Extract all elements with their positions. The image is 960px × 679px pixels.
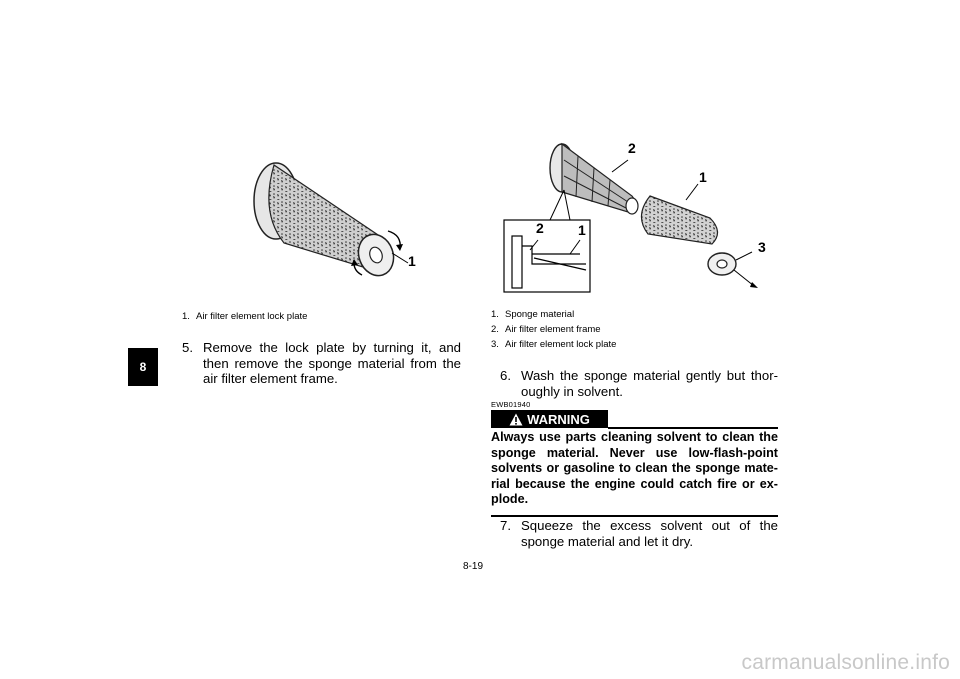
- air-filter-illustration: [236, 153, 436, 288]
- warning-badge: [491, 410, 608, 428]
- step-number: 5.: [182, 340, 193, 355]
- step-number: 6.: [500, 368, 511, 383]
- callout-3: 3: [758, 239, 766, 255]
- warning-triangle-icon: [509, 413, 523, 426]
- step-text: Squeeze the excess solvent out of the sponge material and let it dry.: [521, 518, 778, 549]
- callout-1: 1: [699, 169, 707, 185]
- warning-rule-bottom: [491, 515, 778, 517]
- callout-2: 2: [628, 140, 636, 156]
- figure-sponge-frame: [500, 136, 780, 296]
- inset-callout-2: 2: [536, 220, 544, 236]
- figure-left-caption: [182, 309, 307, 324]
- warning-text: Always use parts cleaning solvent to clean the sponge material. Never use low-flash-point solvents or gasoline to clean the sponge mate-rial because the engine could catch fire or ex-plode.: [491, 430, 778, 507]
- step-6: [500, 368, 778, 399]
- watermark: carmanualsonline.info: [741, 651, 950, 674]
- figure-right-caption: [491, 307, 616, 352]
- step-5: [182, 340, 461, 387]
- inset-callout-1: 1: [578, 222, 586, 238]
- page-number: 8-19: [463, 561, 484, 572]
- caption-item: 2. Air filter element frame: [491, 324, 601, 335]
- step-number: 7.: [500, 518, 511, 533]
- callout-1: 1: [408, 253, 416, 269]
- warning-label: WARNING: [527, 411, 590, 427]
- caption-item: 1. Sponge material: [491, 309, 575, 320]
- step-text: Wash the sponge material gently but thor-oughly in solvent.: [521, 368, 778, 399]
- caption-item: 1. Air filter element lock plate: [182, 311, 308, 322]
- step-text: Remove the lock plate by turning it, and then remove the sponge material from the air filter element frame.: [203, 340, 461, 387]
- sponge-frame-illustration: [500, 136, 780, 296]
- step-7: [500, 518, 778, 549]
- warning-rule-top: [608, 427, 778, 429]
- figure-lock-plate: [236, 153, 436, 288]
- warning-code: EWB01940: [491, 400, 531, 409]
- chapter-tab: 8: [128, 348, 158, 386]
- caption-item: 3. Air filter element lock plate: [491, 339, 617, 350]
